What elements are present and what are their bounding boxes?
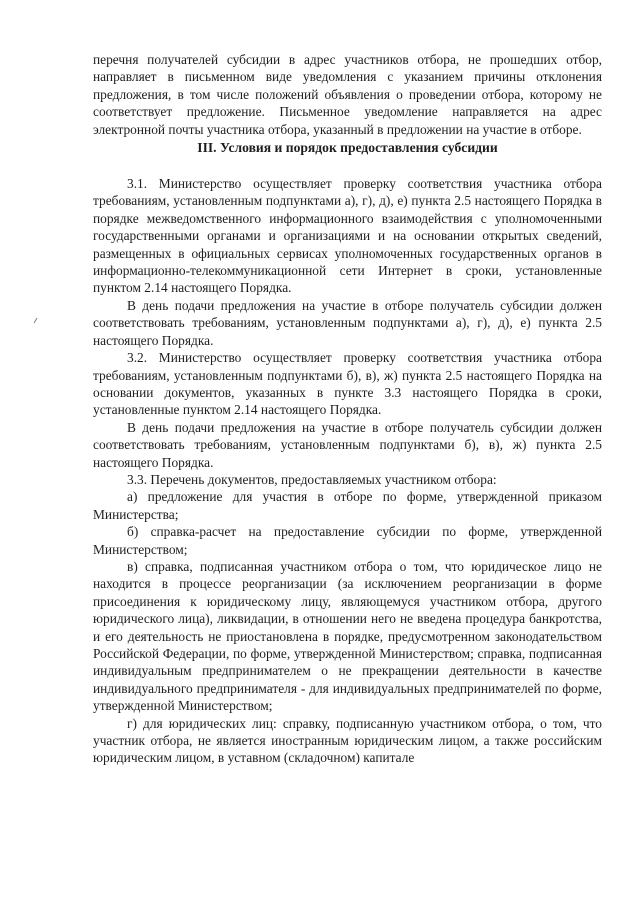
paragraph-3-2-requirement: В день подачи предложения на участие в отборе получатель субсидии должен соответствовать требованиям, установленным подпунктами б), в), ж) пункта 2.5 настоящего Порядка. <box>93 419 602 470</box>
margin-mark <box>34 318 44 323</box>
list-item-b: б) справка-расчет на предоставление субсидии по форме, утвержденной Министерством; <box>93 524 602 557</box>
paragraph-3-1: 3.1. Министерство осуществляет проверку соответствия участника отбора требованиям, установленным подпунктами а), г), д), е) пункта 2.5 настоящего Порядка в порядке межведомственного информационного взаимодействия с уполномоченными государственными органами и организациями и на основании открытых сведений, размещенных в официальных сервисах уполномоченных государственных органов в информационно-телекоммуникационной сети Интернет в сроки, установленные пунктом 2.14 настоящего Порядка. <box>93 176 602 296</box>
document-body <box>93 51 602 767</box>
paragraph-3-3: 3.3. Перечень документов, предоставляемых участником отбора: <box>127 471 497 487</box>
intro-paragraph: перечня получателей субсидии в адрес участников отбора, не прошедших отбор, направляет в письменном виде уведомления с указанием причины отклонения предложения, в том числе положений объявления о проведении отбора, которому не соответствует предложение. Письменное уведомление направляется на адрес электронной почты участника отбора, указанный в предложении на участие в отборе. <box>93 52 602 137</box>
paragraph-3-1-requirement: В день подачи предложения на участие в отборе получатель субсидии должен соответствовать требованиям, установленным подпунктами а), г), д), е) пункта 2.5 настоящего Порядка. <box>93 297 602 348</box>
section-title: III. Условия и порядок предоставления субсидии <box>197 140 498 156</box>
list-item-a: а) предложение для участия в отборе по форме, утвержденной приказом Министерства; <box>93 489 602 522</box>
list-item-v: в) справка, подписанная участником отбора о том, что юридическое лицо не находится в процессе реорганизации (за исключением реорганизации в форме присоединения к юридическому лицу, являющемуся участником отбора, другого юридического лица), ликвидации, в отношении него не введена процедура банкротства, и его деятельность не приостановлена в порядке, предусмотренном законодательством Российской Федерации, по форме, утвержденной Министерством; справка, подписанная индивидуальным предпринимателем о не прекращении деятельности в качестве индивидуального предпринимателя - для индивидуальных предпринимателей по форме, утвержденной Министерством; <box>93 558 602 714</box>
paragraph-3-2: 3.2. Министерство осуществляет проверку соответствия участника отбора требованиям, установленным подпунктами б), в), ж) пункта 2.5 настоящего Порядка на основании документов, указанных в пункте 3.3 настоящего Порядка в сроки, установленные пунктом 2.14 настоящего Порядка. <box>93 350 602 418</box>
list-item-g: г) для юридических лиц: справку, подписанную участником отбора, о том, что участник отбора, не является иностранным юридическим лицом, а также российским юридическим лицом, в уставном (складочном) капитале <box>93 715 602 766</box>
